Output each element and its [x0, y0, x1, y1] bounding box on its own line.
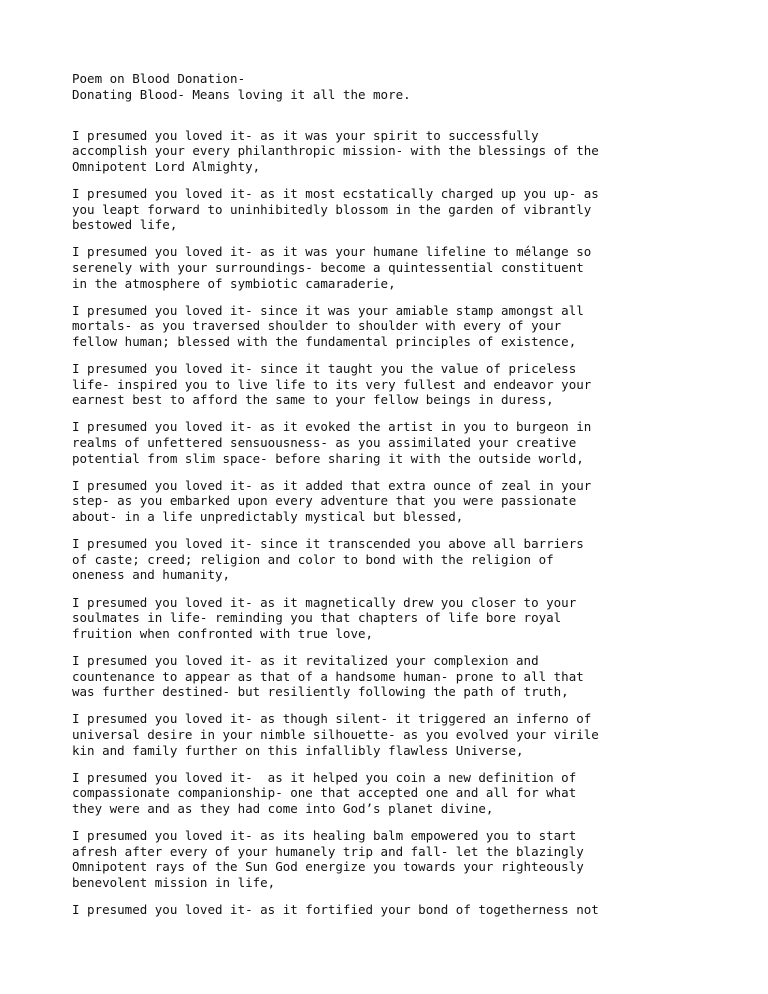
stanza-line: I presumed you loved it- as it evoked the artist in you to burgeon in: [72, 419, 592, 435]
poem-body: [72, 128, 732, 918]
poem-stanza: [72, 303, 732, 350]
stanza-line: potential from slim space- before sharing it with the outside world,: [72, 450, 584, 466]
stanza-line: in the atmosphere of symbiotic camaraderie,: [72, 275, 396, 291]
poem-stanza: [72, 828, 732, 890]
poem-header: [72, 71, 732, 102]
stanza-line: bestowed life,: [72, 217, 178, 233]
stanza-line: I presumed you loved it- as its healing balm empowered you to start: [72, 828, 577, 844]
stanza-line: universal desire in your nimble silhouette- as you evolved your virile: [72, 726, 599, 742]
stanza-line: was further destined- but resiliently following the path of truth,: [72, 684, 569, 700]
stanza-line: benevolent mission in life,: [72, 874, 276, 890]
stanza-line: I presumed you loved it- as it helped you coin a new definition of: [72, 769, 577, 785]
stanza-line: I presumed you loved it- since it transcended you above all barriers: [72, 536, 584, 552]
stanza-line: I presumed you loved it- as though silent- it triggered an inferno of: [72, 711, 592, 727]
poem-title: Poem on Blood Donation-: [72, 71, 246, 86]
stanza-line: of caste; creed; religion and color to bond with the religion of: [72, 551, 554, 567]
poem-stanza: [72, 711, 732, 758]
stanza-line: mortals- as you traversed shoulder to shoulder with every of your: [72, 318, 562, 334]
stanza-line: fruition when confronted with true love,: [72, 625, 374, 641]
stanza-line: I presumed you loved it- as it added that extra ounce of zeal in your: [72, 477, 592, 493]
poem-stanza: [72, 419, 732, 466]
stanza-line: serenely with your surroundings- become a quintessential constituent: [72, 259, 584, 275]
poem-stanza: [72, 128, 732, 175]
poem-stanza: [72, 653, 732, 700]
stanza-line: Omnipotent rays of the Sun God energize you towards your righteously: [72, 859, 584, 875]
stanza-line: earnest best to afford the same to your fellow beings in duress,: [72, 392, 554, 408]
poem-stanza: [72, 595, 732, 642]
poem-stanza: [72, 770, 732, 817]
poem-stanza: [72, 244, 732, 291]
document-page: [72, 71, 732, 929]
poem-stanza: [72, 478, 732, 525]
stanza-line: oneness and humanity,: [72, 567, 231, 583]
stanza-line: I presumed you loved it- since it was your amiable stamp amongst all: [72, 302, 584, 318]
stanza-line: fellow human; blessed with the fundamental principles of existence,: [72, 333, 577, 349]
stanza-line: kin and family further on this infallibly flawless Universe,: [72, 742, 524, 758]
stanza-line: afresh after every of your humanely trip and fall- let the blazingly: [72, 843, 584, 859]
stanza-line: accomplish your every philanthropic mission- with the blessings of the: [72, 143, 599, 159]
stanza-line: realms of unfettered sensuousness- as you assimilated your creative: [72, 435, 577, 451]
stanza-line: you leapt forward to uninhibitedly blossom in the garden of vibrantly: [72, 201, 592, 217]
poem-stanza: [72, 536, 732, 583]
stanza-line: life- inspired you to live life to its very fullest and endeavor your: [72, 376, 592, 392]
stanza-line: about- in a life unpredictably mystical but blessed,: [72, 509, 464, 525]
stanza-line: step- as you embarked upon every adventure that you were passionate: [72, 493, 577, 509]
stanza-line: Omnipotent Lord Almighty,: [72, 158, 261, 174]
stanza-line: they were and as they had come into God’s planet divine,: [72, 800, 494, 816]
poem-stanza: [72, 361, 732, 408]
stanza-line: soulmates in life- reminding you that chapters of life bore royal: [72, 610, 562, 626]
stanza-line: I presumed you loved it- as it was your humane lifeline to mélange so: [72, 244, 592, 260]
stanza-line: I presumed you loved it- as it was your spirit to successfully: [72, 127, 539, 143]
stanza-line: I presumed you loved it- as it most ecstatically charged up you up- as: [72, 185, 599, 201]
stanza-line: I presumed you loved it- as it magnetically drew you closer to your: [72, 594, 577, 610]
stanza-line: compassionate companionship- one that accepted one and all for what: [72, 785, 577, 801]
stanza-line: I presumed you loved it- as it fortified your bond of togetherness not: [72, 902, 599, 918]
poem-subtitle: Donating Blood- Means loving it all the more.: [72, 86, 411, 102]
poem-stanza: [72, 902, 732, 918]
stanza-line: I presumed you loved it- as it revitalized your complexion and: [72, 652, 539, 668]
stanza-line: countenance to appear as that of a handsome human- prone to all that: [72, 668, 584, 684]
poem-stanza: [72, 186, 732, 233]
stanza-line: I presumed you loved it- since it taught you the value of priceless: [72, 361, 577, 377]
